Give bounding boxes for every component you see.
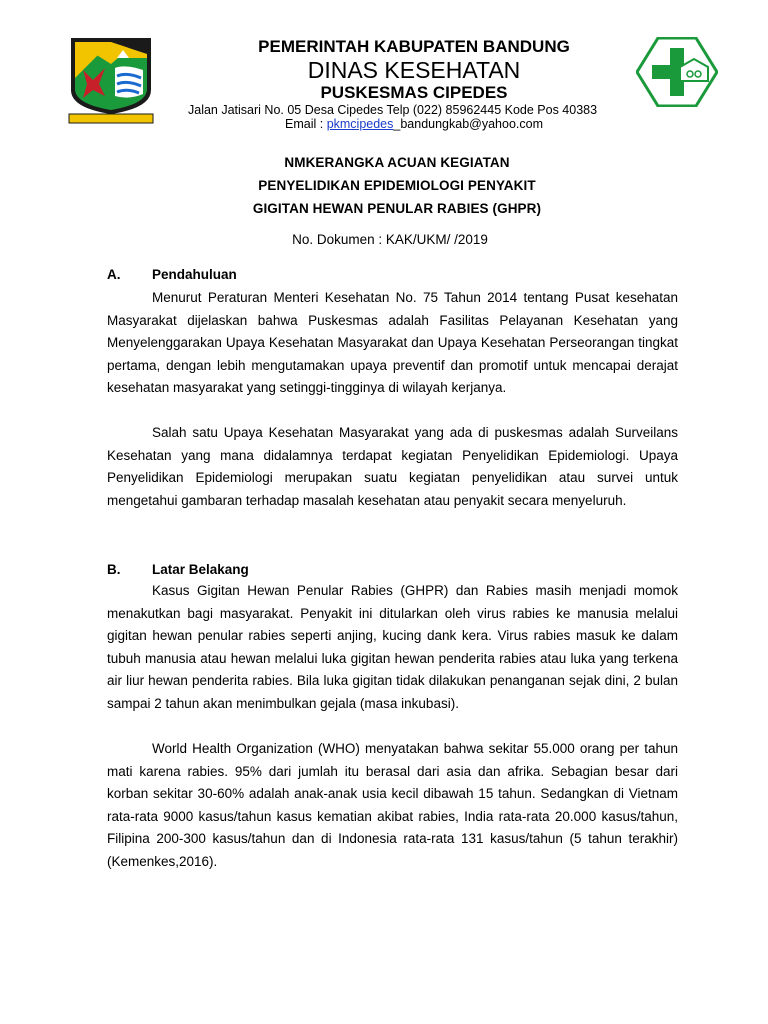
section-letter: A. (107, 267, 121, 282)
email-label: Email : (285, 117, 327, 131)
paragraph: Salah satu Upaya Kesehatan Masyarakat yang ada di puskesmas adalah Surveilans Kesehatan yang mana didalamnya terdapat kegiatan Penyelidikan Epidemiologi. Upaya Penyelidikan Epidemiologi merupakan suatu kegiatan penyelidikan atau survei untuk mengetahui gambaran terhadap masalah kesehatan atau penyakit secara menyeluruh. (107, 425, 678, 508)
section-title: Pendahuluan (152, 267, 237, 282)
document-number: No. Dokumen : KAK/UKM/ /2019 (292, 232, 488, 247)
paragraph: Kasus Gigitan Hewan Penular Rabies (GHPR) dan Rabies masih menjadi momok menakutkan bagi masyarakat. Penyakit ini ditularkan oleh virus rabies ke manusia melalui gigitan hewan penular rabies seperti anjing, kucing dank kera. Virus rabies masuk ke dalam tubuh manusia atau hewan melalui luka gigitan hewan penderita rabies atau luka yang terkena air liur hewan penderita rabies. Bila luka gigitan tidak dilakukan penanganan sejak dini, 2 bulan sampai 2 tahun akan menimbulkan gejala (masa inkubasi). (107, 583, 678, 711)
section-letter: B. (107, 562, 121, 577)
paragraph: World Health Organization (WHO) menyatakan bahwa sekitar 55.000 orang per tahun mati karena rabies. 95% dari jumlah itu berasal dari asia dan afrika. Sebagian besar dari korban sekitar 30-60% adalah anak-anak usia kecil dibawah 15 tahun. Sedangkan di Vietnam rata-rata 9000 kasus/tahun kasus kematian akibat rabies, India rata-rata 20.000 kasus/tahun, Filipina 200-300 kasus/tahun dan di Indonesia rata-rata 131 kasus/tahun (5 tahun terakhir) (Kemenkes,2016). (107, 741, 678, 869)
section-title: Latar Belakang (152, 562, 249, 577)
email-link[interactable]: pkmcipedes (326, 117, 394, 131)
section-heading-pendahuluan (107, 267, 237, 282)
letterhead-address: Jalan Jatisari No. 05 Desa Cipedes Telp (022) 85962445 Kode Pos 40383 (188, 103, 598, 117)
section-heading-latar-belakang (107, 562, 249, 577)
email-domain: _bandungkab@yahoo.com (393, 117, 543, 131)
paragraph: Menurut Peraturan Menteri Kesehatan No. 75 Tahun 2014 tentang Pusat kesehatan Masyarakat dijelaskan bahwa Puskesmas adalah Fasilitas Pelayanan Kesehatan yang Menyelenggarakan Upaya Kesehatan Masyarakat dan Upaya Kesehatan Perseorangan tingkat pertama, dengan lebih mengutamakan upaya preventif dan promotif untuk mencapai derajat kesehatan masyarakat yang setinggi-tingginya di wilayah kerjanya. (107, 290, 678, 395)
letterhead-government: PEMERINTAH KABUPATEN BANDUNG (258, 37, 570, 56)
document-title-line2: PENYELIDIKAN EPIDEMIOLOGI PENYAKIT (258, 178, 536, 193)
document-title-line1: NMKERANGKA ACUAN KEGIATAN (284, 155, 510, 170)
letterhead-email (0, 117, 768, 131)
letterhead-puskesmas: PUSKESMAS CIPEDES (320, 83, 508, 102)
document-title-line3: GIGITAN HEWAN PENULAR RABIES (GHPR) (252, 201, 542, 216)
puskesmas-logo-icon (636, 37, 718, 107)
letterhead-agency: DINAS KESEHATAN (307, 57, 521, 83)
